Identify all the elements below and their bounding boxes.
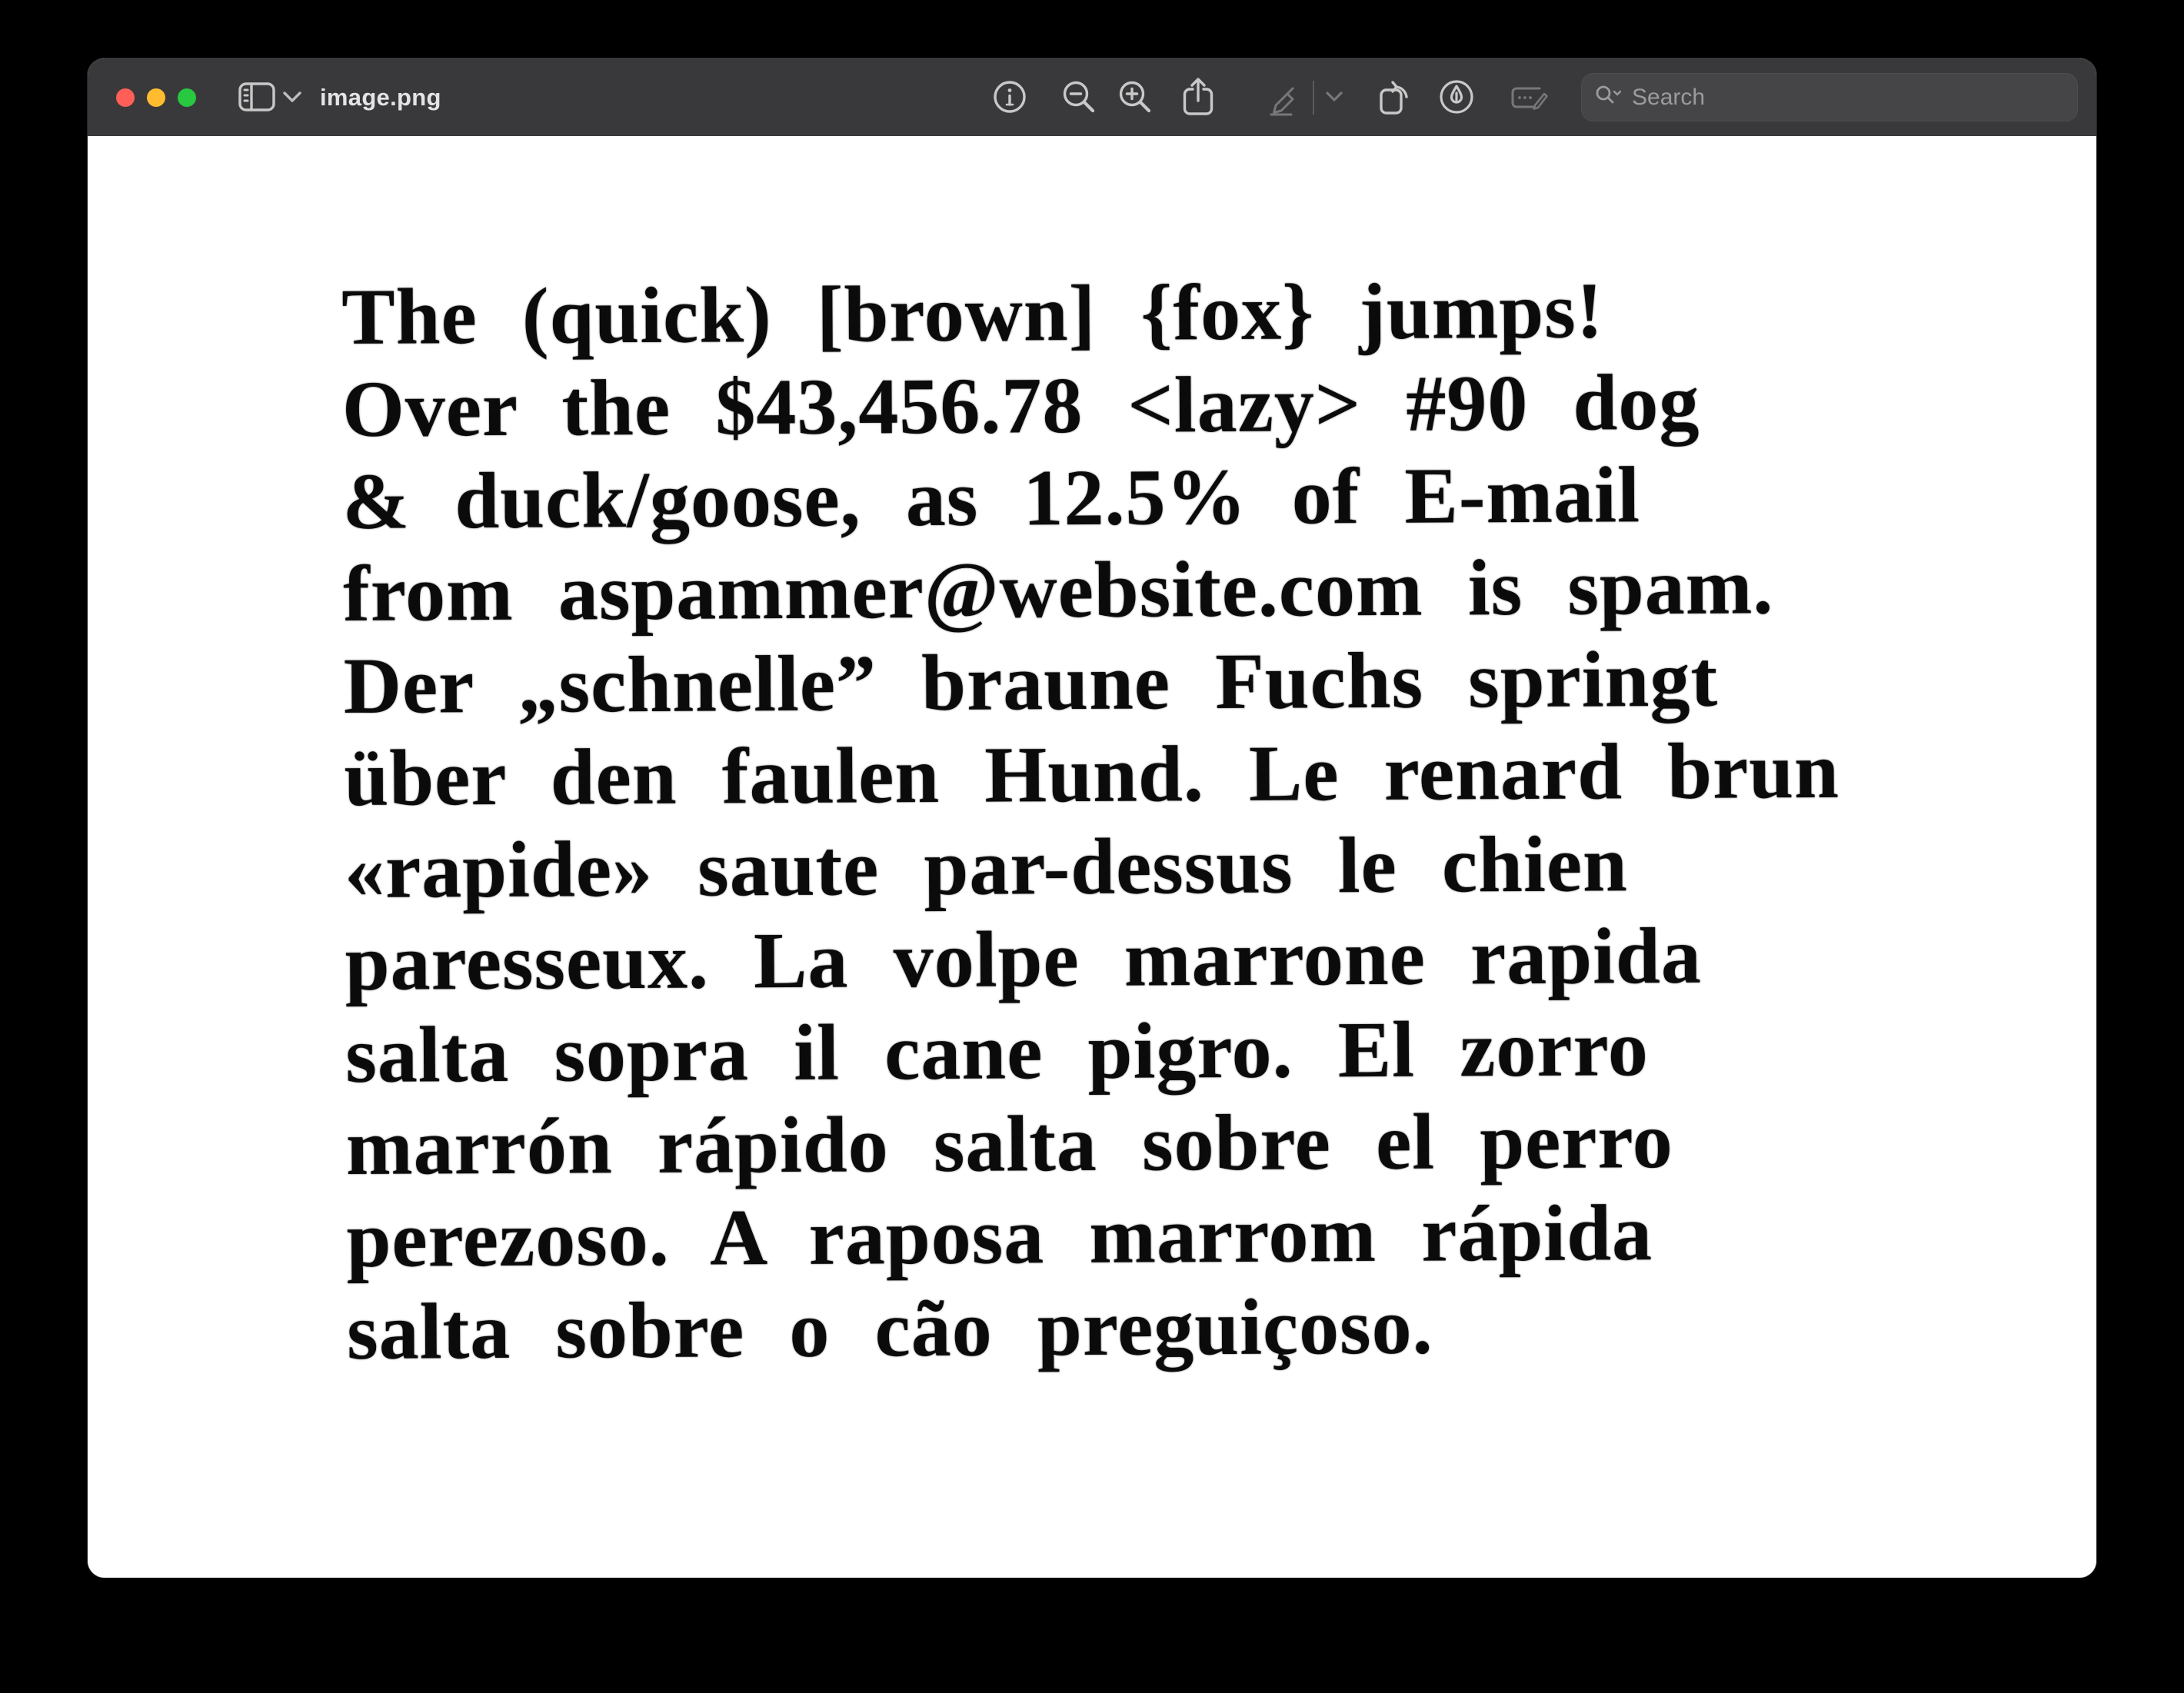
pen-nib-circle-icon: [1437, 78, 1476, 116]
form-fill-button[interactable]: [1507, 75, 1550, 118]
rotate-left-icon: [1372, 76, 1413, 118]
markup-pencil-button[interactable]: [1260, 75, 1303, 118]
scanned-text-block: [341, 264, 1843, 1379]
traffic-lights: [116, 58, 196, 136]
chevron-down-icon: [282, 90, 302, 104]
fullscreen-button[interactable]: [178, 88, 196, 107]
document-line: paresseux. La volpe marrone rapida: [345, 911, 1703, 1007]
close-button[interactable]: [116, 88, 135, 107]
info-button[interactable]: [988, 75, 1031, 118]
share-icon: [1179, 75, 1217, 118]
document-line: «rapide» saute par-dessus le chien: [344, 820, 1629, 915]
chevron-down-icon: [1325, 91, 1343, 103]
sidebar-icon: [238, 81, 275, 112]
zoom-in-button[interactable]: [1114, 75, 1157, 118]
document-line: from aspammer@website.com is spam.: [342, 542, 1774, 638]
titlebar[interactable]: [88, 58, 2096, 136]
document-line: Der „schnelle” braune Fuchs springt: [343, 634, 1719, 730]
window-title: image.png: [320, 83, 441, 111]
markup-chevron-button[interactable]: [1317, 75, 1351, 118]
zoom-out-button[interactable]: [1057, 75, 1100, 118]
markup-pen-circle-button[interactable]: [1435, 75, 1478, 118]
pencil-icon: [1262, 77, 1300, 117]
search-scope-icon: [1595, 85, 1623, 110]
document-canvas: [88, 136, 2096, 1578]
search-field[interactable]: [1581, 73, 2078, 121]
document-line: The (quick) [brown] {fox} jumps!: [341, 266, 1604, 361]
info-icon: [992, 79, 1027, 115]
zoom-in-icon: [1116, 78, 1154, 116]
minimize-button[interactable]: [147, 88, 165, 107]
sidebar-toggle-button[interactable]: [235, 75, 278, 118]
toolbar-separator: [1313, 81, 1314, 115]
rotate-left-button[interactable]: [1371, 75, 1414, 118]
zoom-out-icon: [1060, 78, 1098, 116]
text-field-pencil-icon: [1509, 78, 1549, 116]
sidebar-chevron-button[interactable]: [275, 75, 309, 118]
document-line: über den faulen Hund. Le renard brun: [344, 726, 1840, 823]
preview-window: [88, 58, 2096, 1578]
document-line: Over the $43,456.78 <lazy> #90 dog: [341, 358, 1700, 454]
document-line: marrón rápido salta sobre el perro: [345, 1096, 1674, 1192]
document-line: & duck/goose, as 12.5% of E-mail: [342, 451, 1641, 546]
share-button[interactable]: [1177, 75, 1220, 118]
document-line: salta sopra il cane pigro. El zorro: [345, 1004, 1650, 1099]
document-line: perezoso. A raposa marrom rápida: [346, 1189, 1653, 1284]
document-line: salta sobre o cão preguiçoso.: [346, 1282, 1433, 1376]
search-input[interactable]: [1632, 85, 2064, 111]
